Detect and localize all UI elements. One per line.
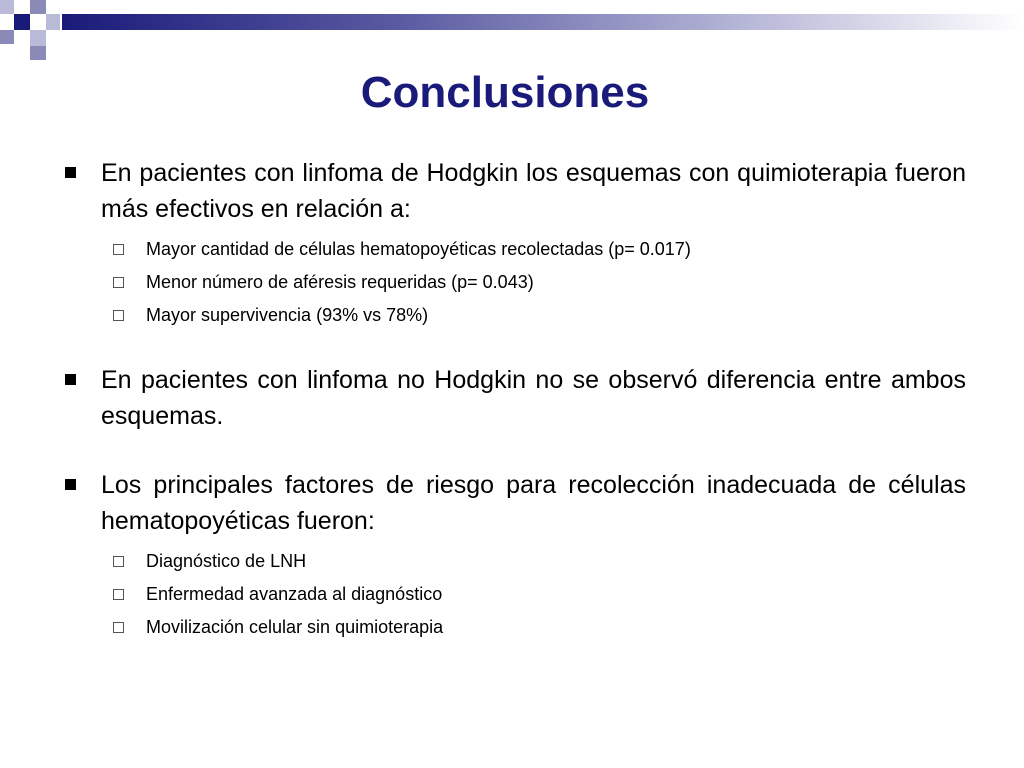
square-bullet-icon xyxy=(65,167,76,178)
sub-bullet-point xyxy=(62,616,966,638)
decor-square xyxy=(0,0,14,14)
header-gradient-bar xyxy=(62,14,1024,30)
decor-square xyxy=(30,0,46,14)
bullet-point xyxy=(62,362,966,434)
bullet-point xyxy=(62,155,966,227)
decor-square xyxy=(14,14,30,30)
bullet-point xyxy=(62,467,966,539)
bullet-text: Los principales factores de riesgo para recolección inadecuada de células hematopoyéticas fueron: xyxy=(101,471,966,535)
hollow-square-bullet-icon xyxy=(113,244,124,255)
hollow-square-bullet-icon xyxy=(113,622,124,633)
sub-bullet-point xyxy=(62,271,966,293)
sub-bullet-point xyxy=(62,304,966,326)
decor-square xyxy=(46,14,60,30)
sub-bullet-point xyxy=(62,550,966,572)
square-bullet-icon xyxy=(65,374,76,385)
sub-bullet-text: Mayor supervivencia (93% vs 78%) xyxy=(146,305,429,325)
bullet-text: En pacientes con linfoma de Hodgkin los esquemas con quimioterapia fueron más efectivos en relación a: xyxy=(101,159,966,223)
decor-square xyxy=(30,46,46,60)
hollow-square-bullet-icon xyxy=(113,556,124,567)
sub-bullet-text: Menor número de aféresis requeridas (p= 0.043) xyxy=(146,272,534,292)
hollow-square-bullet-icon xyxy=(113,310,124,321)
sub-bullet-point xyxy=(62,238,966,260)
sub-bullet-text: Diagnóstico de LNH xyxy=(146,551,307,571)
bullet-text: En pacientes con linfoma no Hodgkin no se observó diferencia entre ambos esquemas. xyxy=(101,366,966,430)
sub-bullet-point xyxy=(62,583,966,605)
sub-bullet-text: Enfermedad avanzada al diagnóstico xyxy=(146,584,443,604)
hollow-square-bullet-icon xyxy=(113,277,124,288)
decor-square xyxy=(0,30,14,44)
square-bullet-icon xyxy=(65,479,76,490)
decor-square xyxy=(30,30,46,46)
sub-bullet-text: Movilización celular sin quimioterapia xyxy=(146,617,444,637)
slide-title: Conclusiones xyxy=(360,68,650,117)
hollow-square-bullet-icon xyxy=(113,589,124,600)
sub-bullet-text: Mayor cantidad de células hematopoyéticas recolectadas (p= 0.017) xyxy=(146,239,691,259)
bullet-list xyxy=(62,155,966,638)
